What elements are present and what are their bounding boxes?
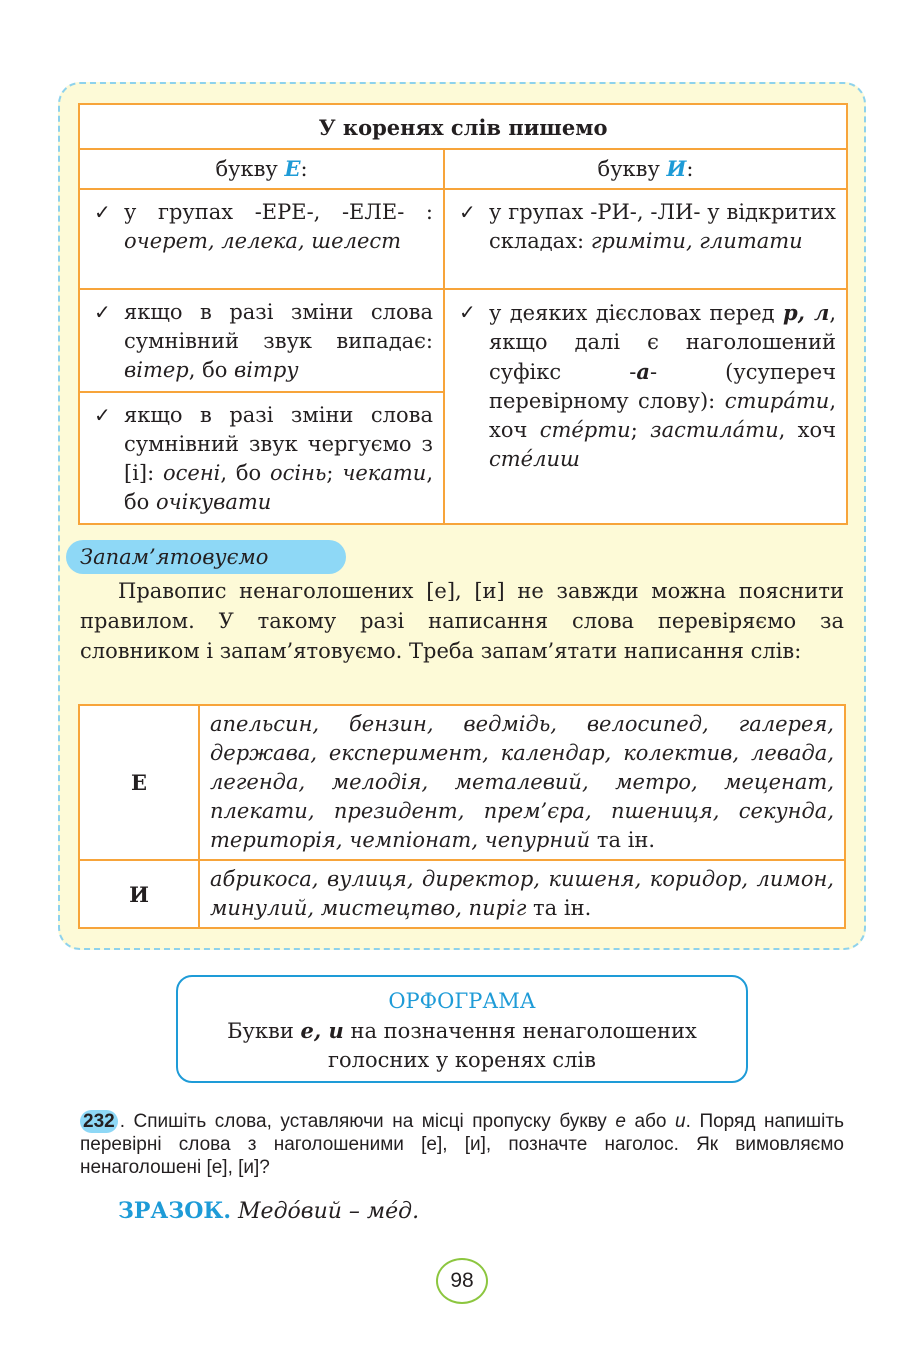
column-header-y: букву И: bbox=[444, 149, 847, 189]
orthogram-line-2: голосних у коренях слів bbox=[328, 1048, 596, 1072]
words-letter-y: И bbox=[79, 860, 199, 928]
exercise-number: 232 bbox=[80, 1110, 118, 1133]
page-number: 98 bbox=[436, 1258, 488, 1304]
y-rule-2: ✓ у деяких дієсловах перед р, л, якщо далі є наголошений суфікс -а- (усупереч перевірному слову): стирáти, хоч стéрти; застилáти, хоч стéлиш bbox=[444, 289, 847, 524]
rules-table-title: У коренях слів пишемо bbox=[79, 104, 847, 149]
check-icon: ✓ bbox=[94, 300, 111, 324]
orthogram-title: ОРФОГРАМА bbox=[388, 989, 536, 1013]
sample-line bbox=[118, 1196, 419, 1227]
e-rule-3: ✓ якщо в разі зміни слова сумнівний звук чергуємо з [і]: осені, бо осінь; чекати, бо очікувати bbox=[79, 392, 444, 524]
sample-label: ЗРАЗОК. bbox=[118, 1198, 232, 1224]
column-header-e: букву Е: bbox=[79, 149, 444, 189]
table-row bbox=[79, 705, 845, 860]
words-letter-e: Е bbox=[79, 705, 199, 860]
exercise-232: 232 . Спишіть слова, уставляючи на місці пропуску букву е або и. Поряд напишіть перевірні слова з наголошеними [е], [и], позначте наголос. Як вимовляємо ненаголошені [е], [и]? bbox=[80, 1111, 844, 1178]
note-label: Запам’ятовуємо bbox=[66, 540, 346, 574]
table-row bbox=[79, 860, 845, 928]
orthogram-box bbox=[176, 975, 748, 1083]
letter-e: Е bbox=[284, 156, 301, 181]
e-rule-1: ✓ у групах -ЕРЕ-, -ЕЛЕ- : очерет, лелека, шелест bbox=[79, 189, 444, 289]
check-icon: ✓ bbox=[459, 300, 476, 324]
words-table bbox=[78, 704, 846, 929]
letter-y: И bbox=[666, 156, 687, 181]
words-list-y: абрикоса, вулиця, директор, кишеня, коридор, лимон, минулий, мистецтво, пиріг та ін. bbox=[199, 860, 845, 928]
e-rule-2: ✓ якщо в разі зміни слова сумнівний звук випадає: вітер, бо вітру bbox=[79, 289, 444, 392]
check-icon: ✓ bbox=[94, 200, 111, 224]
note-paragraph: Правопис ненаголошених [е], [и] не завжди можна пояснити правилом. У такому разі написання слова перевіряємо за словником і запам’ятовуємо. Треба запам’ятати написання слів: bbox=[80, 579, 844, 663]
check-icon: ✓ bbox=[94, 403, 111, 427]
check-icon: ✓ bbox=[459, 200, 476, 224]
words-list-e: апельсин, бензин, ведмідь, велосипед, галерея, держава, експеримент, календар, колектив, левада, легенда, мелодія, металевий, метро, мецeнат, плекати, президент, прем’єра, пшениця, секунда, територія, чемпіонат, чепурний та ін. bbox=[199, 705, 845, 860]
y-rule-1: ✓ у групах -РИ-, -ЛИ- у відкритих складах: гриміти, глитати bbox=[444, 189, 847, 289]
orthogram-line-1: Букви е, и на позначення ненаголошених bbox=[227, 1018, 697, 1043]
sample-text: Медóвий – мéд. bbox=[238, 1199, 420, 1224]
rules-table bbox=[78, 103, 848, 525]
